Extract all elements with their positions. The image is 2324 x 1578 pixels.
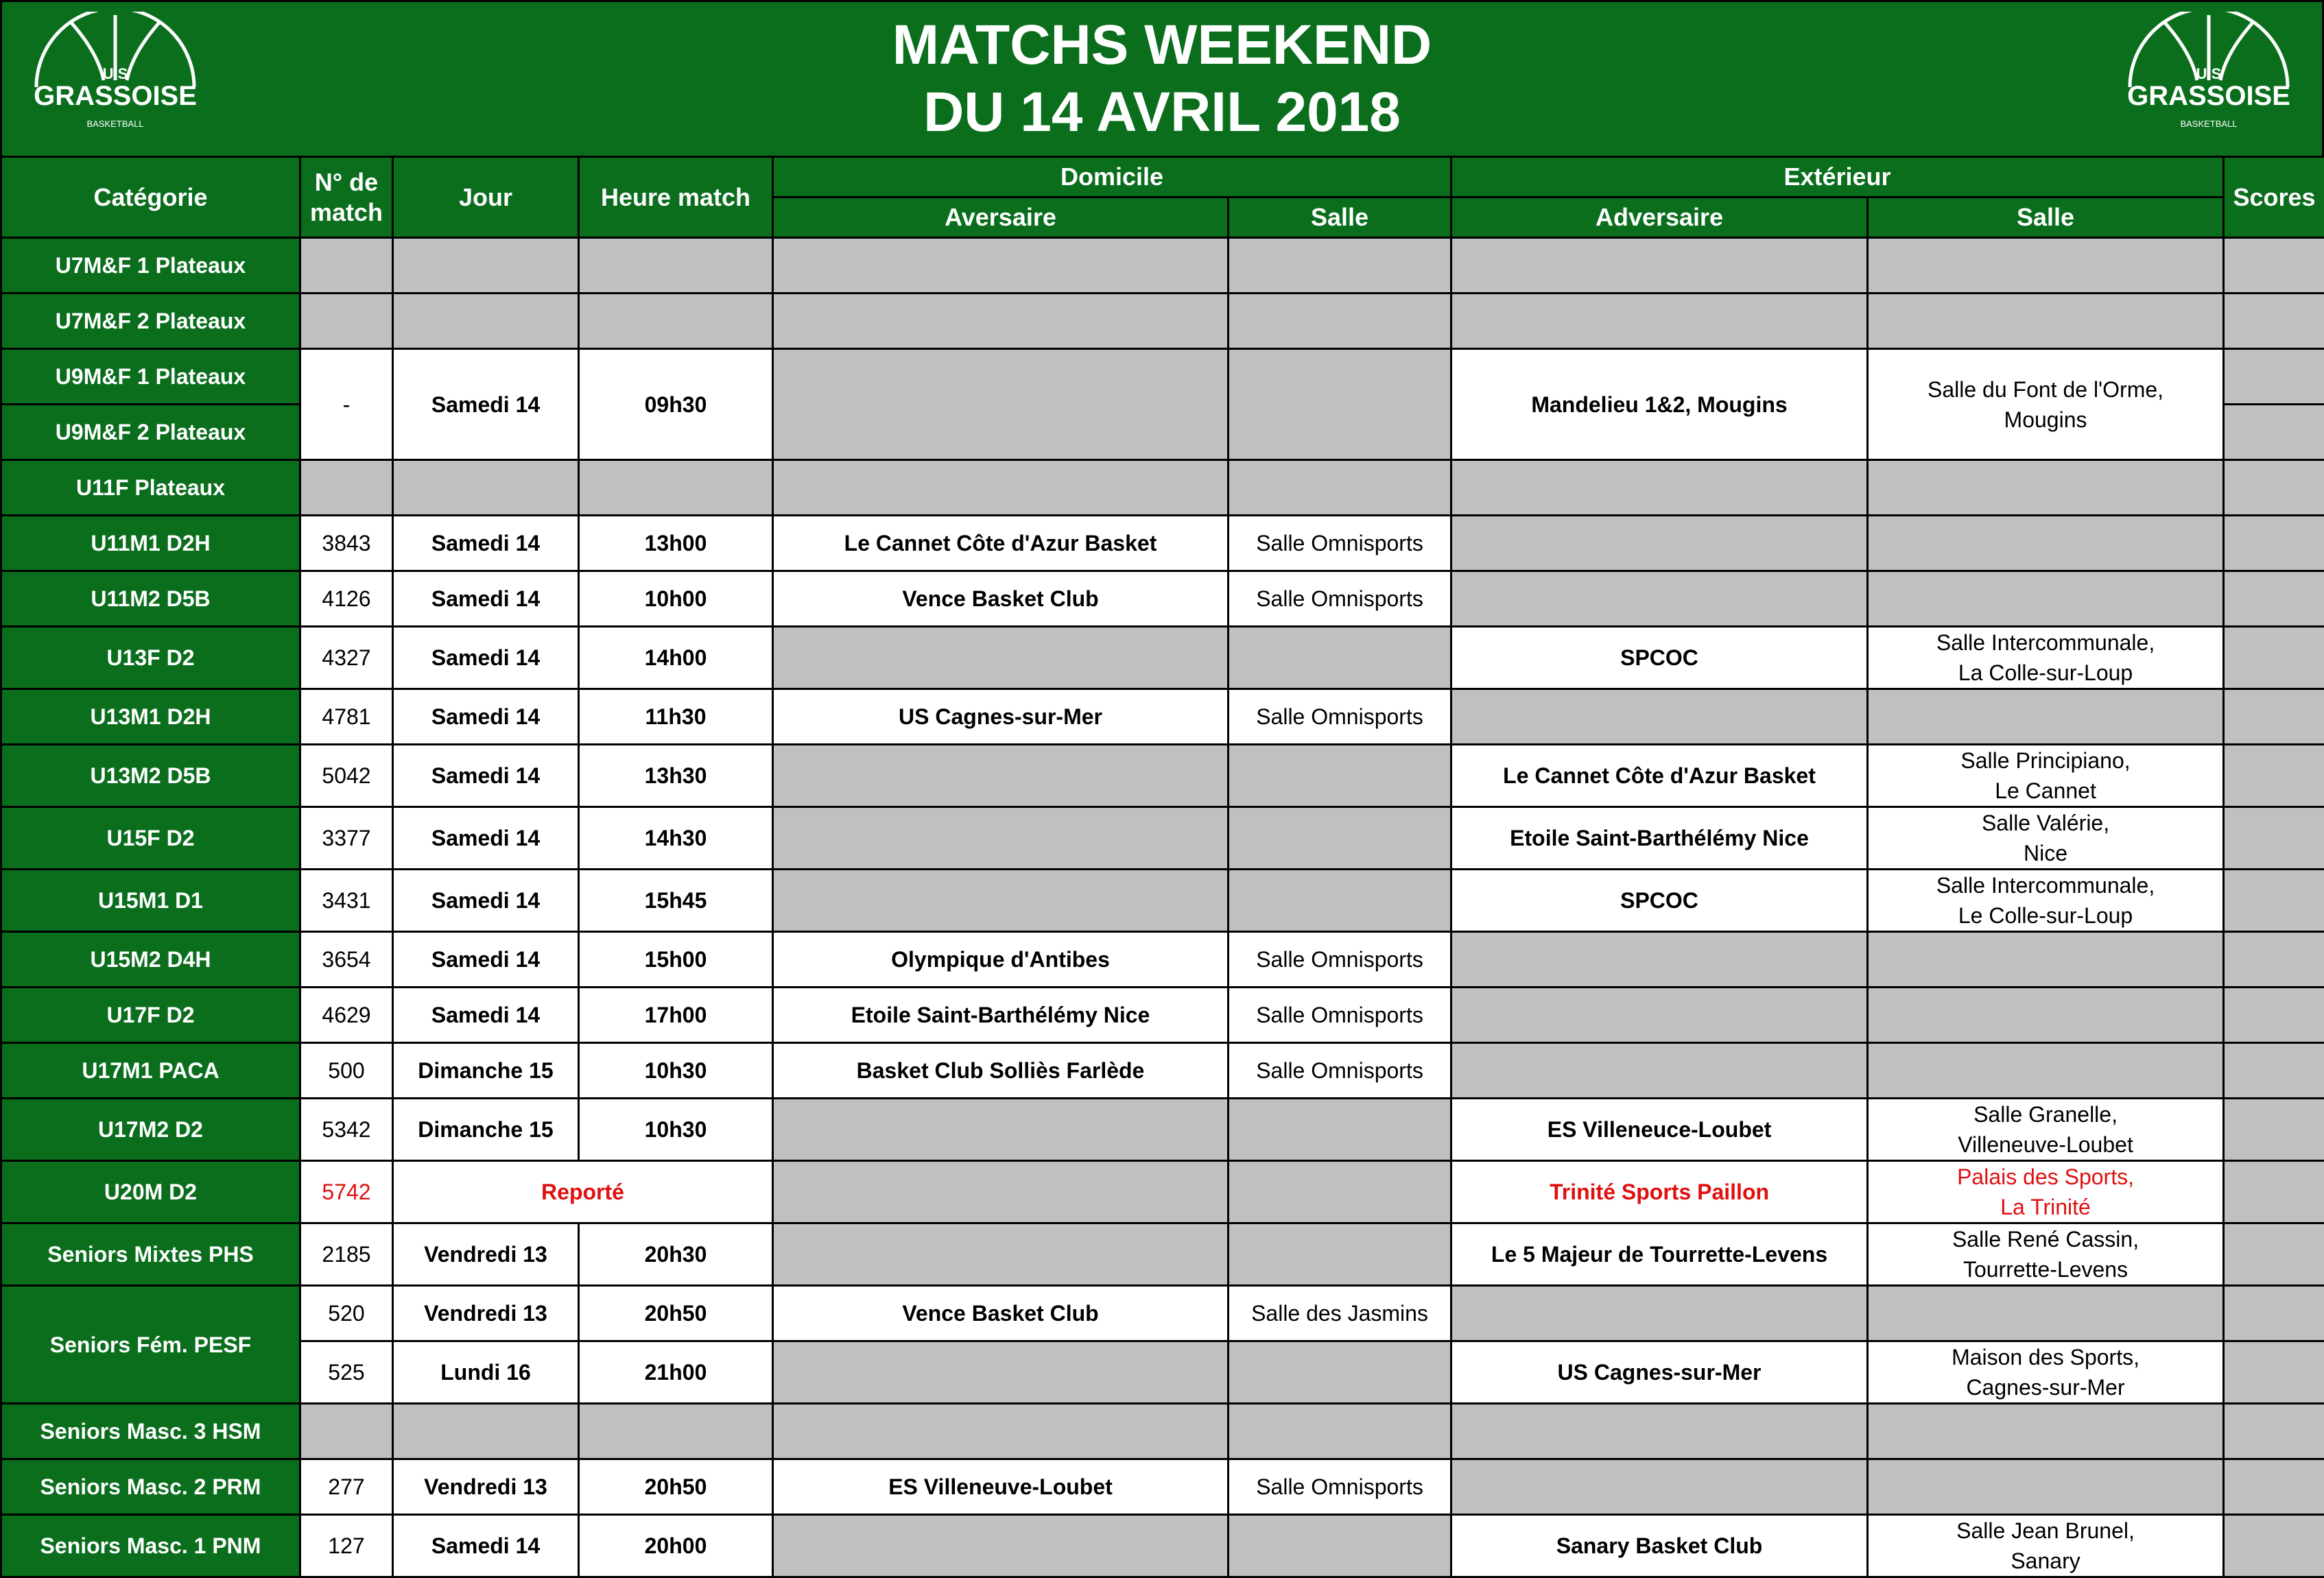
empty-cell [1451, 1043, 1868, 1099]
away-opponent-cell: US Cagnes-sur-Mer [1451, 1341, 1868, 1404]
header-row [1, 157, 2324, 198]
empty-cell [773, 238, 1229, 294]
match-number-cell: 3431 [300, 870, 393, 932]
score-cell [2224, 405, 2324, 460]
col-header-heure: Heure match [579, 157, 773, 238]
away-opponent-cell: SPCOC [1451, 627, 1868, 689]
empty-cell [579, 238, 773, 294]
category-cell: U11M1 D2H [1, 516, 300, 571]
time-cell: 10h30 [579, 1099, 773, 1161]
empty-cell [1229, 627, 1451, 689]
time-cell: 13h00 [579, 516, 773, 571]
day-cell: Dimanche 15 [393, 1043, 579, 1099]
header-banner [0, 0, 2324, 156]
score-cell [2224, 807, 2324, 870]
away-opponent-cell: Etoile Saint-Barthélémy Nice [1451, 807, 1868, 870]
day-cell: Samedi 14 [393, 516, 579, 571]
table-row [1, 1223, 2324, 1286]
venue-line-2: Le Colle-sur-Loup [1958, 903, 2133, 928]
empty-cell [579, 294, 773, 349]
category-cell: U7M&F 1 Plateaux [1, 238, 300, 294]
empty-cell [393, 294, 579, 349]
empty-cell [773, 807, 1229, 870]
empty-cell [773, 349, 1229, 460]
away-opponent-cell: Mandelieu 1&2, Mougins [1451, 349, 1868, 460]
score-cell [2224, 571, 2324, 627]
score-cell [2224, 689, 2324, 745]
day-cell: Vendredi 13 [393, 1223, 579, 1286]
match-number-cell: 3654 [300, 932, 393, 988]
score-cell [2224, 870, 2324, 932]
col-header-domicile-adversaire: Aversaire [773, 198, 1229, 238]
empty-cell [773, 745, 1229, 807]
home-venue-cell: Salle Omnisports [1229, 988, 1451, 1043]
venue-line-2: Le Cannet [1995, 778, 2096, 803]
score-cell [2224, 932, 2324, 988]
empty-cell [300, 238, 393, 294]
logo-sub-text: BASKETBALL [86, 119, 143, 129]
table-row [1, 627, 2324, 689]
score-cell [2224, 516, 2324, 571]
empty-cell [1868, 238, 2224, 294]
time-cell: 13h30 [579, 745, 773, 807]
empty-cell [1229, 870, 1451, 932]
time-cell: 15h00 [579, 932, 773, 988]
empty-cell [1229, 745, 1451, 807]
match-number-cell: 500 [300, 1043, 393, 1099]
empty-cell [1868, 689, 2224, 745]
time-cell: 10h30 [579, 1043, 773, 1099]
venue-line-2: Tourrette-Levens [1963, 1257, 2128, 1282]
score-cell [2224, 349, 2324, 405]
away-opponent-cell: SPCOC [1451, 870, 1868, 932]
empty-cell [1451, 689, 1868, 745]
category-cell: U13M2 D5B [1, 745, 300, 807]
day-cell: Samedi 14 [393, 932, 579, 988]
empty-cell [773, 1223, 1229, 1286]
category-cell: Seniors Mixtes PHS [1, 1223, 300, 1286]
match-number-cell: 520 [300, 1286, 393, 1341]
empty-cell [773, 460, 1229, 516]
away-opponent-cell: Trinité Sports Paillon [1451, 1161, 1868, 1223]
empty-cell [1229, 807, 1451, 870]
day-cell: Samedi 14 [393, 988, 579, 1043]
match-number-cell: 4781 [300, 689, 393, 745]
table-row [1, 745, 2324, 807]
empty-cell [1229, 349, 1451, 460]
away-opponent-cell: ES Villeneuce-Loubet [1451, 1099, 1868, 1161]
table-row [1, 988, 2324, 1043]
match-number-cell: 5042 [300, 745, 393, 807]
col-header-domicile-salle: Salle [1229, 198, 1451, 238]
venue-line-2: La Trinité [2000, 1195, 2091, 1219]
score-cell [2224, 460, 2324, 516]
venue-line-1: Salle René Cassin, [1952, 1227, 2139, 1252]
match-schedule-table [0, 156, 2324, 1578]
venue-line-2: Nice [2024, 841, 2067, 865]
table-row [1, 294, 2324, 349]
category-cell: U13F D2 [1, 627, 300, 689]
match-number-cell: 277 [300, 1459, 393, 1515]
empty-cell [773, 1161, 1229, 1223]
empty-cell [1868, 988, 2224, 1043]
table-row [1, 1515, 2324, 1577]
day-cell: Samedi 14 [393, 870, 579, 932]
match-number-cell: 127 [300, 1515, 393, 1577]
empty-cell [1451, 988, 1868, 1043]
venue-line-1: Salle Principiano, [1960, 748, 2130, 773]
category-cell: U20M D2 [1, 1161, 300, 1223]
away-venue-cell [1868, 627, 2224, 689]
empty-cell [1451, 1404, 1868, 1459]
postponed-status-cell: Reporté [393, 1161, 773, 1223]
table-row [1, 1459, 2324, 1515]
score-cell [2224, 238, 2324, 294]
page-title [2, 12, 2322, 146]
empty-cell [1229, 294, 1451, 349]
day-cell: Samedi 14 [393, 349, 579, 460]
score-cell [2224, 1161, 2324, 1223]
time-cell: 09h30 [579, 349, 773, 460]
day-cell: Vendredi 13 [393, 1286, 579, 1341]
time-cell: 20h30 [579, 1223, 773, 1286]
empty-cell [1868, 516, 2224, 571]
logo-main-text: GRASSOISE [34, 81, 197, 111]
score-cell [2224, 1099, 2324, 1161]
away-venue-cell [1868, 1161, 2224, 1223]
empty-cell [1451, 516, 1868, 571]
home-venue-cell: Salle Omnisports [1229, 1043, 1451, 1099]
category-cell: U9M&F 2 Plateaux [1, 405, 300, 460]
score-cell [2224, 745, 2324, 807]
table-row [1, 870, 2324, 932]
empty-cell [1451, 1286, 1868, 1341]
col-header-categorie: Catégorie [1, 157, 300, 238]
logo-sub-text: BASKETBALL [2180, 119, 2237, 129]
empty-cell [300, 1404, 393, 1459]
empty-cell [1868, 1043, 2224, 1099]
home-opponent-cell: Etoile Saint-Barthélémy Nice [773, 988, 1229, 1043]
score-cell [2224, 1515, 2324, 1577]
score-cell [2224, 1459, 2324, 1515]
time-cell: 20h50 [579, 1459, 773, 1515]
table-row [1, 1161, 2324, 1223]
time-cell: 20h50 [579, 1286, 773, 1341]
time-cell: 14h30 [579, 807, 773, 870]
score-cell [2224, 1043, 2324, 1099]
match-number-cell: 2185 [300, 1223, 393, 1286]
home-opponent-cell: Basket Club Solliès Farlède [773, 1043, 1229, 1099]
away-opponent-cell: Sanary Basket Club [1451, 1515, 1868, 1577]
venue-line-2: Sanary [2011, 1549, 2080, 1573]
empty-cell [1229, 1404, 1451, 1459]
empty-cell [773, 627, 1229, 689]
match-number-cell: 4327 [300, 627, 393, 689]
match-number-cell: 5742 [300, 1161, 393, 1223]
venue-line-1: Salle Intercommunale, [1936, 873, 2155, 898]
category-cell: U15M1 D1 [1, 870, 300, 932]
away-venue-cell [1868, 1223, 2224, 1286]
score-cell [2224, 1404, 2324, 1459]
venue-line-2: Villeneuve-Loubet [1958, 1132, 2133, 1157]
time-cell: 15h45 [579, 870, 773, 932]
category-cell: U17F D2 [1, 988, 300, 1043]
empty-cell [300, 294, 393, 349]
empty-cell [1229, 1515, 1451, 1577]
home-opponent-cell: Olympique d'Antibes [773, 932, 1229, 988]
empty-cell [773, 1404, 1229, 1459]
logo-top-text: U S [103, 65, 128, 82]
away-venue-cell [1868, 1515, 2224, 1577]
col-header-exterieur-adversaire: Adversaire [1451, 198, 1868, 238]
away-venue-cell [1868, 745, 2224, 807]
empty-cell [1229, 460, 1451, 516]
category-cell: U11M2 D5B [1, 571, 300, 627]
category-cell: Seniors Fém. PESF [1, 1286, 300, 1404]
table-row [1, 1341, 2324, 1404]
table-row [1, 689, 2324, 745]
empty-cell [1451, 460, 1868, 516]
score-cell [2224, 294, 2324, 349]
table-row [1, 349, 2324, 405]
table-row [1, 1404, 2324, 1459]
venue-line-1: Salle du Font de l'Orme, [1928, 377, 2163, 402]
empty-cell [393, 1404, 579, 1459]
away-venue-cell [1868, 870, 2224, 932]
category-cell: U13M1 D2H [1, 689, 300, 745]
table-row [1, 238, 2324, 294]
home-venue-cell: Salle Omnisports [1229, 689, 1451, 745]
table-row [1, 1099, 2324, 1161]
table-row [1, 516, 2324, 571]
empty-cell [393, 238, 579, 294]
home-opponent-cell: Le Cannet Côte d'Azur Basket [773, 516, 1229, 571]
empty-cell [1451, 1459, 1868, 1515]
empty-cell [1868, 1404, 2224, 1459]
home-venue-cell: Salle des Jasmins [1229, 1286, 1451, 1341]
day-cell: Samedi 14 [393, 745, 579, 807]
empty-cell [1868, 1459, 2224, 1515]
category-cell: Seniors Masc. 3 HSM [1, 1404, 300, 1459]
home-opponent-cell: US Cagnes-sur-Mer [773, 689, 1229, 745]
time-cell: 20h00 [579, 1515, 773, 1577]
empty-cell [1229, 238, 1451, 294]
home-venue-cell: Salle Omnisports [1229, 571, 1451, 627]
table-row [1, 571, 2324, 627]
home-opponent-cell: Vence Basket Club [773, 571, 1229, 627]
category-cell: U7M&F 2 Plateaux [1, 294, 300, 349]
venue-line-2: Mougins [2004, 407, 2087, 432]
col-header-exterieur: Extérieur [1451, 157, 2224, 198]
venue-line-1: Salle Jean Brunel, [1956, 1518, 2135, 1543]
club-logo-right [2116, 12, 2301, 142]
venue-line-1: Salle Granelle, [1973, 1102, 2118, 1127]
empty-cell [773, 1341, 1229, 1404]
day-cell: Samedi 14 [393, 571, 579, 627]
empty-cell [1451, 571, 1868, 627]
match-number-cell: 4629 [300, 988, 393, 1043]
title-line-1: MATCHS WEEKEND [2, 12, 2322, 79]
category-cell: Seniors Masc. 2 PRM [1, 1459, 300, 1515]
empty-cell [773, 870, 1229, 932]
time-cell: 14h00 [579, 627, 773, 689]
match-number-cell: 5342 [300, 1099, 393, 1161]
empty-cell [773, 1515, 1229, 1577]
empty-cell [393, 460, 579, 516]
empty-cell [773, 294, 1229, 349]
away-venue-cell [1868, 1341, 2224, 1404]
empty-cell [579, 460, 773, 516]
col-header-numero: N° de match [300, 157, 393, 238]
empty-cell [579, 1404, 773, 1459]
day-cell: Vendredi 13 [393, 1459, 579, 1515]
logo-top-text: U S [2196, 65, 2222, 82]
empty-cell [1229, 1099, 1451, 1161]
home-opponent-cell: Vence Basket Club [773, 1286, 1229, 1341]
empty-cell [1868, 571, 2224, 627]
col-header-domicile: Domicile [773, 157, 1451, 198]
time-cell: 11h30 [579, 689, 773, 745]
away-opponent-cell: Le Cannet Côte d'Azur Basket [1451, 745, 1868, 807]
match-number-cell: 3377 [300, 807, 393, 870]
day-cell: Samedi 14 [393, 1515, 579, 1577]
empty-cell [1868, 460, 2224, 516]
match-number-cell: 3843 [300, 516, 393, 571]
score-cell [2224, 1223, 2324, 1286]
home-venue-cell: Salle Omnisports [1229, 932, 1451, 988]
away-opponent-cell: Le 5 Majeur de Tourrette-Levens [1451, 1223, 1868, 1286]
match-number-cell: 525 [300, 1341, 393, 1404]
venue-line-2: Cagnes-sur-Mer [1966, 1375, 2124, 1400]
venue-line-1: Salle Intercommunale, [1936, 630, 2155, 655]
table-row [1, 807, 2324, 870]
match-number-cell: - [300, 349, 393, 460]
category-cell: U15F D2 [1, 807, 300, 870]
home-venue-cell: Salle Omnisports [1229, 1459, 1451, 1515]
category-cell: U9M&F 1 Plateaux [1, 349, 300, 405]
category-cell: U11F Plateaux [1, 460, 300, 516]
venue-line-1: Salle Valérie, [1982, 811, 2109, 835]
table-row [1, 1043, 2324, 1099]
empty-cell [1229, 1223, 1451, 1286]
venue-line-1: Palais des Sports, [1957, 1164, 2134, 1189]
empty-cell [1451, 238, 1868, 294]
venue-line-1: Maison des Sports, [1952, 1345, 2139, 1370]
away-venue-cell [1868, 807, 2224, 870]
time-cell: 21h00 [579, 1341, 773, 1404]
day-cell: Samedi 14 [393, 627, 579, 689]
table-row [1, 1286, 2324, 1341]
away-venue-cell [1868, 1099, 2224, 1161]
match-number-cell: 4126 [300, 571, 393, 627]
away-venue-cell [1868, 349, 2224, 460]
logo-main-text: GRASSOISE [2127, 81, 2290, 111]
category-cell: U17M2 D2 [1, 1099, 300, 1161]
day-cell: Dimanche 15 [393, 1099, 579, 1161]
empty-cell [1229, 1341, 1451, 1404]
day-cell: Samedi 14 [393, 807, 579, 870]
empty-cell [1451, 932, 1868, 988]
day-cell: Lundi 16 [393, 1341, 579, 1404]
venue-line-2: La Colle-sur-Loup [1958, 660, 2133, 685]
category-cell: U17M1 PACA [1, 1043, 300, 1099]
empty-cell [1451, 294, 1868, 349]
score-cell [2224, 1341, 2324, 1404]
empty-cell [1229, 1161, 1451, 1223]
col-header-exterieur-salle: Salle [1868, 198, 2224, 238]
time-cell: 17h00 [579, 988, 773, 1043]
empty-cell [1868, 932, 2224, 988]
empty-cell [773, 1099, 1229, 1161]
day-cell: Samedi 14 [393, 689, 579, 745]
category-cell: Seniors Masc. 1 PNM [1, 1515, 300, 1577]
empty-cell [300, 460, 393, 516]
score-cell [2224, 988, 2324, 1043]
category-cell: U15M2 D4H [1, 932, 300, 988]
score-cell [2224, 627, 2324, 689]
title-line-2: DU 14 AVRIL 2018 [2, 79, 2322, 146]
col-header-scores: Scores [2224, 157, 2324, 238]
home-venue-cell: Salle Omnisports [1229, 516, 1451, 571]
time-cell: 10h00 [579, 571, 773, 627]
empty-cell [1868, 294, 2224, 349]
col-header-jour: Jour [393, 157, 579, 238]
table-row [1, 932, 2324, 988]
home-opponent-cell: ES Villeneuve-Loubet [773, 1459, 1229, 1515]
empty-cell [1868, 1286, 2224, 1341]
basketball-logo-icon [2116, 12, 2301, 142]
score-cell [2224, 1286, 2324, 1341]
table-row [1, 460, 2324, 516]
